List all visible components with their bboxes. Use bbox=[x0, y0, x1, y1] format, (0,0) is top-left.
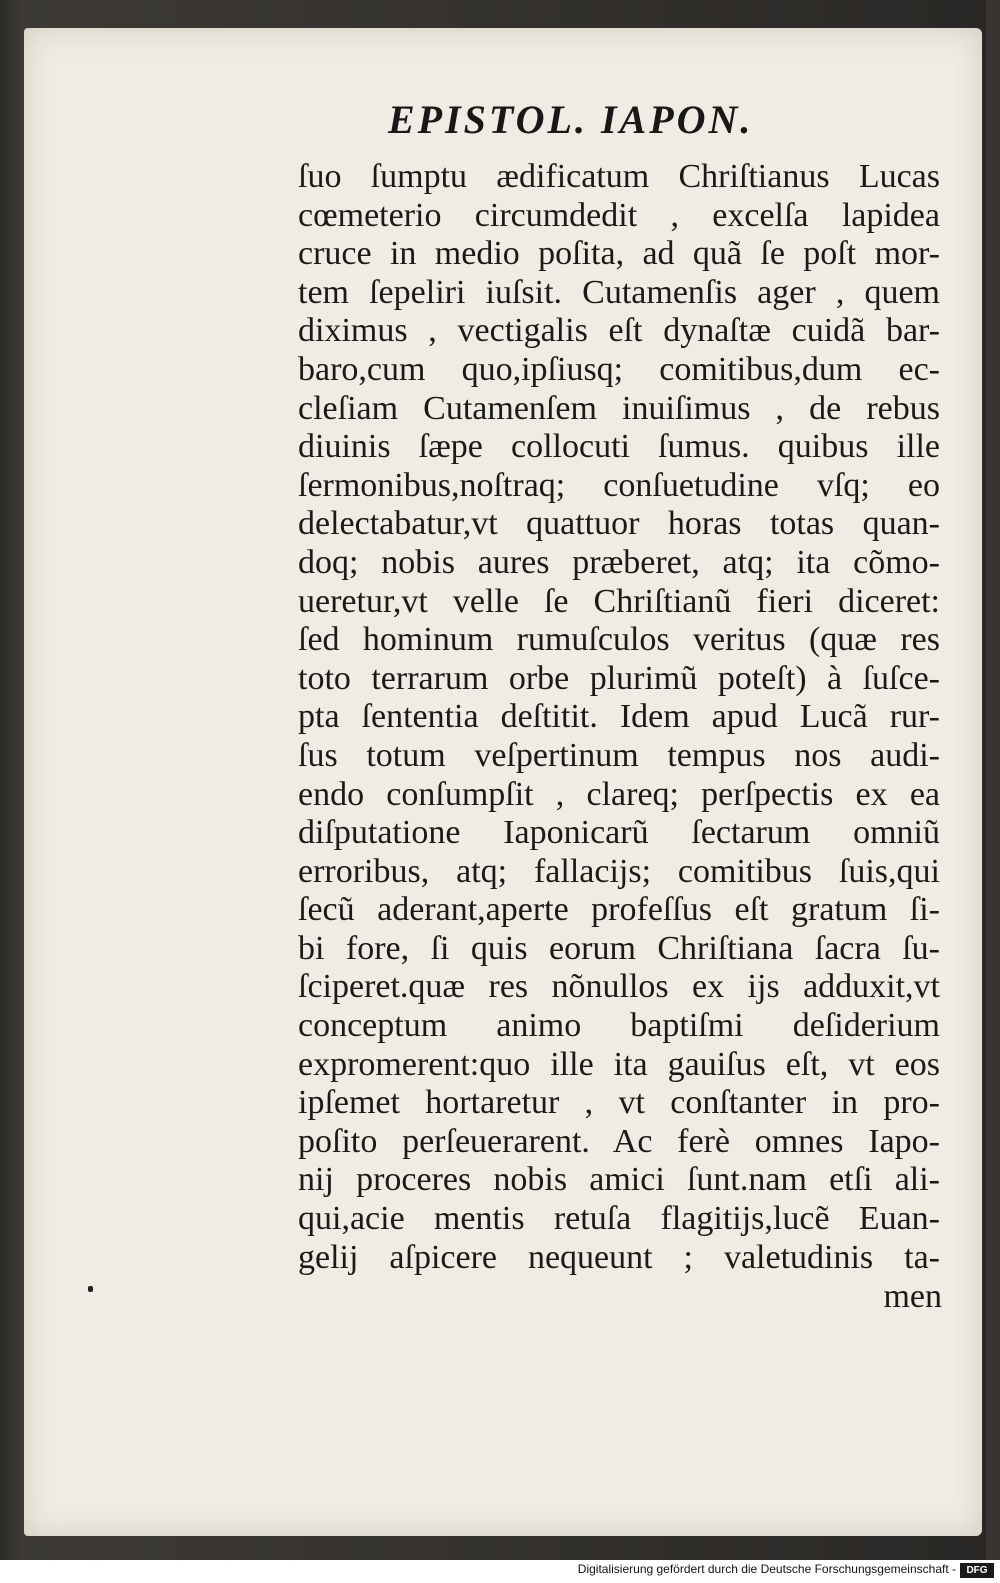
text-line: ſed hominum rumuſculos veritus (quæ res bbox=[298, 621, 940, 659]
body-text bbox=[298, 158, 940, 1277]
text-line: diſputatione Iaponicarũ ſectarum omniũ bbox=[298, 814, 940, 852]
text-line: tem ſepeliri iuſsit. Cutamenſis ager , quem bbox=[298, 273, 940, 311]
dfg-logo: DFG bbox=[960, 1563, 994, 1578]
text-line: ſciperet.quæ res nõnullos ex ijs adduxit,vt bbox=[298, 968, 940, 1006]
text-line: conceptum animo baptiſmi deſiderium bbox=[298, 1007, 940, 1045]
text-line: doq; nobis aures præberet, atq; ita cõmo- bbox=[298, 543, 940, 581]
text-line: diximus , vectigalis eſt dynaſtæ cuidã bar- bbox=[298, 312, 940, 350]
ink-speck bbox=[88, 1286, 93, 1292]
text-line: qui,acie mentis retuſa flagitijs,lucẽ Euan- bbox=[298, 1200, 940, 1238]
text-line: cleſiam Cutamenſem inuiſimus , de rebus bbox=[298, 389, 940, 427]
text-line: bi fore, ſi quis eorum Chriſtiana ſacra ſu- bbox=[298, 929, 940, 967]
text-line: ſuo ſumptu ædificatum Chriſtianus Lucas bbox=[298, 158, 940, 195]
text-line: cruce in medio poſita, ad quã ſe poſt mor- bbox=[298, 235, 940, 273]
text-line: poſito perſeuerarent. Ac ferè omnes Iapo- bbox=[298, 1122, 940, 1160]
funding-credit: Digitalisierung gefördert durch die Deutsche Forschungsgemeinschaft - bbox=[577, 1562, 956, 1576]
text-line: ſecũ aderant,aperte profeſſus eſt gratum ſi- bbox=[298, 891, 940, 929]
text-line: ueretur,vt velle ſe Chriſtianũ fieri diceret: bbox=[298, 582, 940, 620]
text-line: diuinis ſæpe collocuti ſumus. quibus ille bbox=[298, 428, 940, 466]
text-line: pta ſententia deſtitit. Idem apud Lucã rur- bbox=[298, 698, 940, 736]
text-line: gelij aſpicere nequeunt ; valetudinis ta- bbox=[298, 1238, 940, 1276]
text-line: endo conſumpſit , clareq; perſpectis ex ea bbox=[298, 775, 940, 813]
catchword: men bbox=[883, 1278, 942, 1315]
text-line: cœmeterio circumdedit , excelſa lapidea bbox=[298, 196, 940, 234]
footer-bar bbox=[0, 1560, 1000, 1583]
text-line: delectabatur,vt quattuor horas totas quan- bbox=[298, 505, 940, 543]
running-header: EPISTOL. IAPON. bbox=[388, 97, 754, 142]
text-line: toto terrarum orbe plurimũ poteſt) à ſuſce- bbox=[298, 659, 940, 697]
text-line: nij proceres nobis amici ſunt.nam etſi ali- bbox=[298, 1161, 940, 1199]
text-line: ipſemet hortaretur , vt conſtanter in pro- bbox=[298, 1084, 940, 1122]
text-line: expromerent:quo ille ita gauiſus eſt, vt eos bbox=[298, 1045, 940, 1083]
text-line: ſus totum veſpertinum tempus nos audi- bbox=[298, 736, 940, 774]
text-line: ſermonibus,noſtraq; conſuetudine vſq; eo bbox=[298, 466, 940, 504]
page-stack-edge bbox=[986, 0, 1000, 1560]
text-line: erroribus, atq; fallacijs; comitibus ſuis,qui bbox=[298, 852, 940, 890]
text-line: baro,cum quo,ipſiusq; comitibus,dum ec- bbox=[298, 350, 940, 388]
